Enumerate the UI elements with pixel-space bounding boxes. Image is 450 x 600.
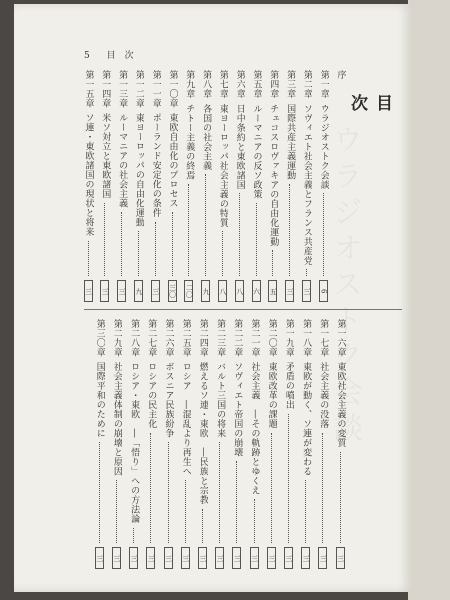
leader-dots [306, 269, 307, 276]
page-ref: 三 [301, 547, 310, 569]
chapter-title: ソヴィエト帝国の崩壊 [232, 362, 243, 457]
chapter-number: 第二四章 [197, 319, 208, 357]
toc-entry [284, 70, 296, 302]
chapter-number: 第一〇章 [167, 70, 178, 108]
leader-dots [222, 231, 223, 276]
page-ref: 三〇 [168, 280, 177, 302]
page-ref: 三 [84, 280, 93, 302]
leader-dots [271, 433, 272, 544]
chapter-title: バルト三国の将来 [215, 362, 226, 438]
chapter-number: 第二八章 [129, 319, 140, 357]
leader-dots [168, 442, 169, 543]
leader-dots [104, 203, 105, 277]
page-ref: 二〇 [184, 280, 193, 302]
page-ref: 三 [284, 547, 293, 569]
book-page [14, 4, 412, 592]
leader-dots [155, 222, 156, 277]
leader-dots [188, 184, 189, 277]
chapter-number: 第二七章 [146, 319, 157, 357]
chapter-title: 各国の社会主義 [201, 103, 212, 170]
toc-entry [166, 70, 178, 302]
chapter-number: 第一八章 [301, 319, 312, 357]
page-ref: 6 [319, 280, 328, 302]
leader-dots [323, 193, 324, 276]
leader-dots [116, 480, 117, 543]
page-ref: 三 [129, 547, 138, 569]
chapter-title: ソ連・東欧諸国の現状と将来 [83, 113, 94, 237]
chapter-number: 第一三章 [117, 70, 128, 108]
toc-entry [216, 70, 228, 302]
chapter-number: 第二六章 [163, 319, 174, 357]
running-header [84, 48, 244, 62]
page-ref: 三 [117, 280, 126, 302]
toc-entry [334, 319, 346, 569]
page-number: 5 [84, 51, 90, 61]
leader-dots [256, 203, 257, 277]
page-ref: 三 [100, 280, 109, 302]
toc-entry [196, 319, 208, 569]
chapter-title: 社会主義 ―その軌跡とゆくえ [249, 362, 260, 495]
toc-entry [99, 70, 111, 302]
toc-entry [317, 319, 329, 569]
chapter-number: 第二五章 [180, 319, 191, 357]
chapter-number: 第一一章 [150, 70, 161, 108]
leader-dots [138, 231, 139, 276]
chapter-title: 東ヨーロッパの自由化運動 [133, 113, 144, 227]
leader-dots [236, 461, 237, 543]
page-ref: 三 [181, 547, 190, 569]
chapter-title: 国際平和のために [94, 362, 105, 438]
page-ref: 三 [164, 547, 173, 569]
leader-dots [185, 480, 186, 543]
toc-entry [179, 319, 191, 569]
toc-entry [282, 319, 294, 569]
toc-entry [300, 319, 312, 569]
chapter-title: 米ソ対立と東欧諸国 [100, 113, 111, 199]
chapter-number: 第四章 [268, 70, 279, 99]
chapter-title: ルーマニアの反ソ政策 [251, 103, 262, 199]
page-ref: 五 [268, 280, 277, 302]
chapter-number: 第二二章 [232, 319, 243, 357]
chapter-number: 第二〇章 [266, 319, 277, 357]
toc-title: 目 次 [347, 94, 392, 160]
chapter-title: ロシア ―混乱より再生へ [180, 362, 191, 476]
page-ref: 三 [302, 280, 311, 302]
page-ref: 三 [232, 547, 241, 569]
chapter-title: 東欧社会主義の変質 [335, 362, 346, 448]
chapter-title: 社会主義体制の崩壊と原因 [111, 362, 122, 476]
chapter-number: 第二一章 [249, 319, 260, 357]
toc-entry [334, 70, 346, 302]
chapter-number: 第一四章 [100, 70, 111, 108]
leader-dots [322, 433, 323, 544]
leader-dots [150, 433, 151, 544]
chapter-number: 第八章 [201, 70, 212, 99]
page-ref: 三 [285, 280, 294, 302]
page-ref: 三 [336, 547, 345, 569]
chapter-title: 日中条約と東欧諸国 [234, 103, 245, 189]
chapter-title: 東欧が動く、ソ連が変わる [301, 362, 312, 476]
toc-entry [132, 70, 144, 302]
leader-dots [219, 442, 220, 543]
chapter-title: 東ヨーロッパ社会主義の特質 [217, 103, 228, 227]
page-ref: 三 [112, 547, 121, 569]
chapter-title: ロシアの民主化 [146, 362, 157, 429]
page-ref: 三 [318, 547, 327, 569]
chapter-number: 第一七章 [318, 319, 329, 357]
leader-dots [288, 414, 289, 544]
toc-entry [116, 70, 128, 302]
chapter-number: 第一五章 [83, 70, 94, 108]
toc-entry [231, 319, 243, 569]
chapter-number: 第一六章 [335, 319, 346, 357]
leader-dots [254, 499, 255, 543]
page-ref: 三 [267, 547, 276, 569]
chapter-number: 序 [335, 70, 346, 80]
chapter-title: 矛盾の噴出 [283, 362, 294, 410]
page-ref: 九 [201, 280, 210, 302]
toc-entry [250, 70, 262, 302]
chapter-title: 東欧自由化のプロセス [167, 113, 178, 208]
chapter-number: 第三章 [285, 70, 296, 99]
chapter-number: 第七章 [217, 70, 228, 99]
chapter-title: ロシア・東欧 ―「悟り」への方法論 [129, 362, 140, 524]
leader-dots [202, 509, 203, 544]
page-ref: 六 [252, 280, 261, 302]
header-label: 目 次 [106, 51, 134, 61]
page-ref: 三 [198, 547, 207, 569]
toc-entry [110, 319, 122, 569]
page-ref: 三 [95, 547, 104, 569]
leader-dots [272, 250, 273, 276]
leader-dots [340, 452, 341, 544]
toc-entry [183, 70, 195, 302]
chapter-number: 第二三章 [215, 319, 226, 357]
chapter-number: 第二章 [301, 70, 312, 99]
chapter-title: ソヴィエト社会主義とフランス共産党 [301, 103, 312, 265]
leader-dots [305, 480, 306, 543]
chapter-title: 国際共産主義運動 [285, 103, 296, 180]
chapter-number: 第六章 [234, 70, 245, 99]
toc-entry [233, 70, 245, 302]
chapter-title: ルーマニアの社会主義 [117, 113, 128, 208]
toc-entry [265, 319, 277, 569]
leader-dots [88, 241, 89, 277]
leader-dots [121, 212, 122, 276]
chapter-number: 第一章 [318, 70, 329, 99]
leader-dots [133, 528, 134, 544]
chapter-title: 社会主義の没落 [318, 362, 329, 429]
chapter-title: ポーランド安定化の条件 [150, 113, 161, 218]
toc-entry [93, 319, 105, 569]
page-ref: 九 [134, 280, 143, 302]
toc-entry [145, 319, 157, 569]
toc-entry [317, 70, 329, 302]
chapter-title: 東欧改革の課題 [266, 362, 277, 429]
chapter-title: チェコスロヴァキアの自由化運動 [268, 103, 279, 246]
leader-dots [289, 184, 290, 277]
toc-entry [82, 70, 94, 302]
page-ref: 三 [151, 280, 160, 302]
leader-dots [239, 193, 240, 276]
toc-entry [162, 319, 174, 569]
toc-entry [128, 319, 140, 569]
chapter-number: 第一二章 [133, 70, 144, 108]
leader-dots [205, 174, 206, 276]
chapter-number: 第三〇章 [94, 319, 105, 357]
leader-dots [172, 212, 173, 276]
page-ref: 八 [235, 280, 244, 302]
leader-dots [99, 442, 100, 543]
chapter-number: 第二九章 [111, 319, 122, 357]
section-divider [84, 309, 402, 310]
chapter-number: 第一九章 [283, 319, 294, 357]
page-ref: 三 [146, 547, 155, 569]
chapter-title: 燃えるソ連・東欧 ―民族と宗教 [197, 362, 208, 505]
toc-entry [214, 319, 226, 569]
page-ref: 八 [218, 280, 227, 302]
chapter-title: ボスニア民族紛争 [163, 362, 174, 438]
chapter-title: チトー主義の終焉 [184, 103, 195, 180]
toc-entry [300, 70, 312, 302]
page-ref: 三 [250, 547, 259, 569]
page-ref: 三 [215, 547, 224, 569]
toc-entry [248, 319, 260, 569]
toc-entry [200, 70, 212, 302]
toc-entry [267, 70, 279, 302]
chapter-number: 第五章 [251, 70, 262, 99]
toc-entry [149, 70, 161, 302]
adjacent-page-edge [408, 0, 450, 600]
chapter-number: 第九章 [184, 70, 195, 99]
chapter-title: ウラジオストク会談 [318, 103, 329, 189]
